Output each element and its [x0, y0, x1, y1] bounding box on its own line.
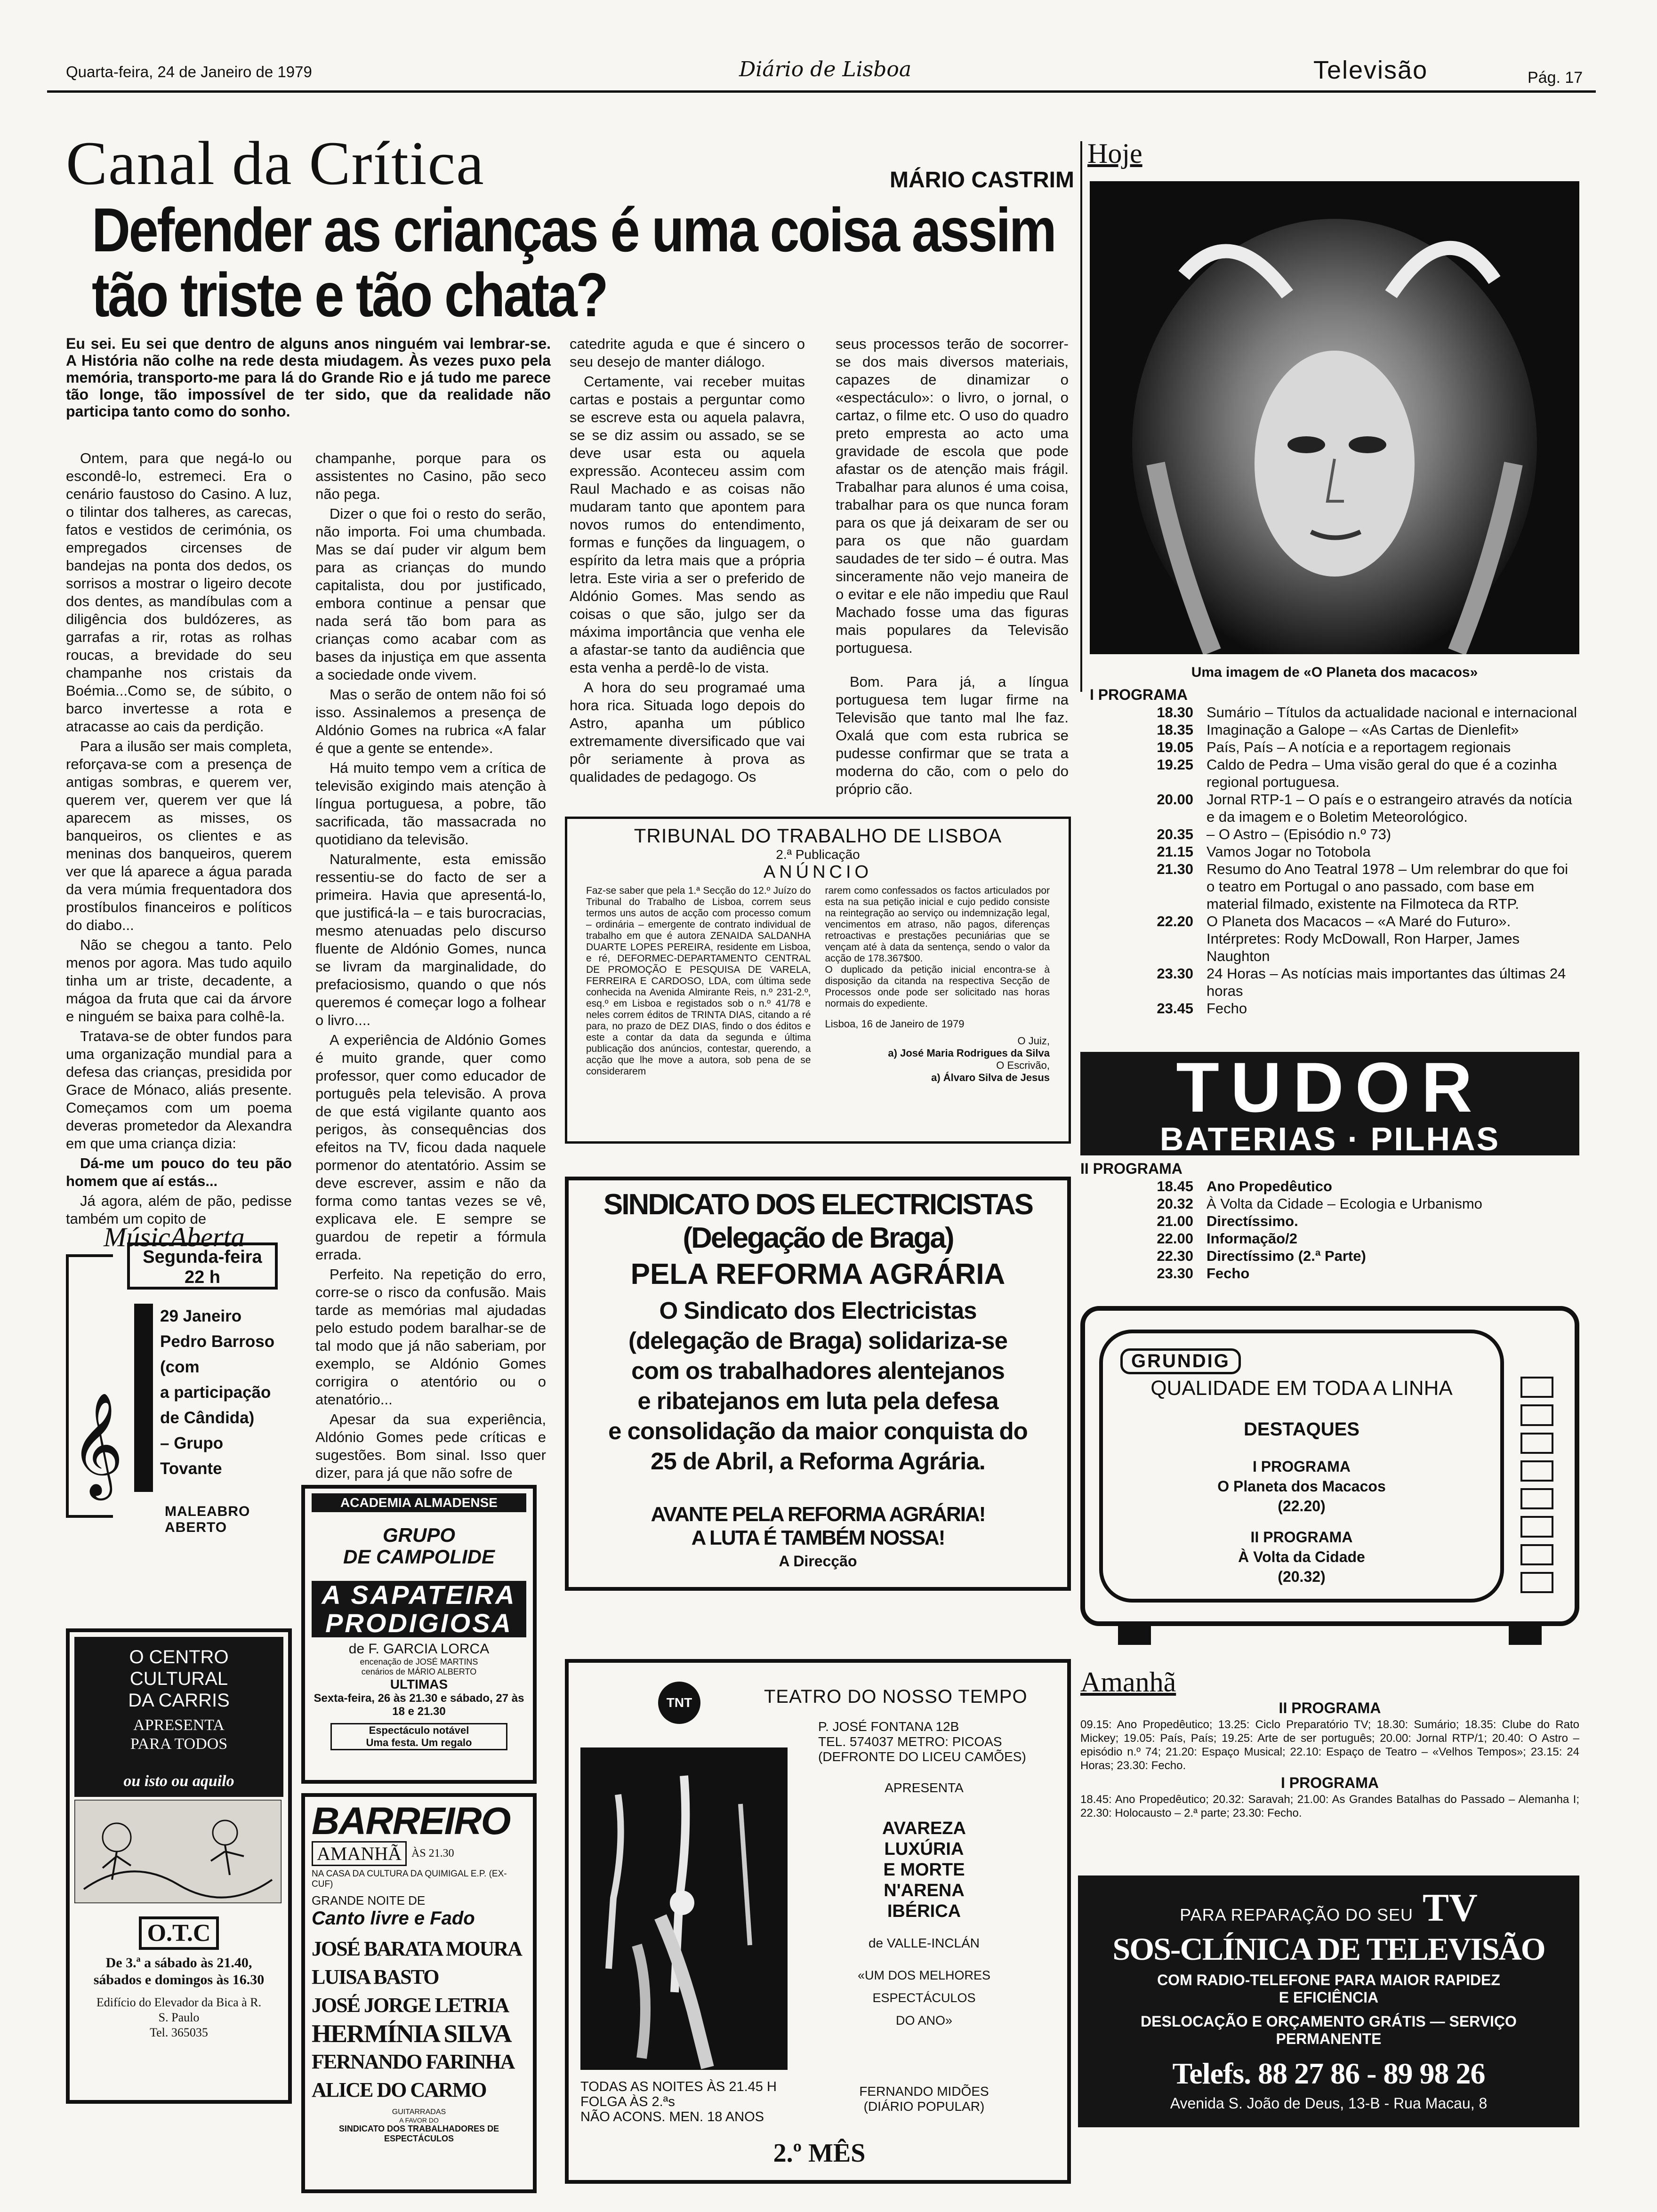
- carris-times: [74, 1955, 283, 1988]
- teatro-play-line: E MORTE: [883, 1860, 965, 1880]
- masthead-paper: Diário de Lisboa: [739, 57, 912, 81]
- hoje-caption: Uma imagem de «O Planeta dos macacos»: [1191, 665, 1478, 680]
- teatro-quote-line: «UM DOS MELHORES: [857, 1968, 991, 1982]
- article-col3: [570, 335, 805, 788]
- paragraph: Para a ilusão ser mais completa, reforçava-se com a presença de antigas sombras, e querem ver, querem ver, querem ver que lá aparecem as misses, os banqueiros, os clientes e as meninas dos banqueiros, querem ver que lá aparece a água parada da vera múmia frequentadora dos prostíbulos financeiros e políticos do diabo...: [66, 738, 292, 933]
- amanha-p1-text: 18.45: Ano Propedêutico; 20.32: Saravah; 21.00: As Grandes Batalhas do Passado – Alemanha I; 22.30: Holocausto – 2.ª parte; 23.30: Fecho.: [1080, 1793, 1579, 1819]
- academia-fest: Uma festa. Um regalo: [366, 1737, 472, 1748]
- program-time: 23.45: [1157, 1000, 1193, 1017]
- paragraph: Perfeito. Na repetição do erro, corre-se o risco da confusão. Mais tarde as memórias mal ajudadas pelo estudo podem baralhar-se de tal modo que já não saberiam, por exemplo, se Aldónio Gomes corrigira o atentório ou o atenatório...: [315, 1266, 546, 1408]
- carris-times-line: De 3.ª a sábado às 21.40,: [105, 1955, 252, 1971]
- program-desc: Informação/2: [1207, 1230, 1297, 1247]
- carris-illustration: [74, 1800, 282, 1903]
- carris-title-line: O CENTRO: [129, 1647, 229, 1667]
- program-time: 22.30: [1157, 1248, 1193, 1264]
- paragraph: Mas o serão de ontem não foi só isso. Assinalemos a presença de Aldónio Gomes na rubrica «A falar é que a gente se entende».: [315, 686, 546, 756]
- teatro-play-line: AVAREZA: [882, 1819, 966, 1838]
- teatro-addr-line: (DEFRONTE DO LICEU CAMÕES): [818, 1749, 1026, 1764]
- teatro-addr: [818, 1719, 1026, 1764]
- program-time: 23.30: [1157, 965, 1193, 982]
- program-row: [1080, 1212, 1579, 1230]
- tv-button: [1520, 1516, 1553, 1537]
- musica-line: Tovante: [160, 1459, 222, 1478]
- headline-line2: tão triste e tão chata?: [92, 260, 607, 329]
- grundig-p1-label: I PROGRAMA: [1253, 1458, 1351, 1475]
- paragraph: Bom. Para já, a língua portuguesa tem lugar firme na Televisão que tanto mal lhe faz. Oxalá que com esta rubrica se pudesse confirmar que se trata a moderna do cão, com o pelo do próprio cão.: [836, 673, 1069, 797]
- sos-ad: [1078, 1875, 1579, 2127]
- tribunal-date: Lisboa, 16 de Janeiro de 1979: [825, 1018, 965, 1030]
- tribunal-notice: [565, 817, 1071, 1144]
- tnt-logo: [658, 1682, 700, 1724]
- teatro-critic: [818, 2084, 1030, 2114]
- tv-button: [1520, 1377, 1553, 1398]
- carris-presents-line: PARA TODOS: [130, 1735, 228, 1753]
- musica-line: a participação: [160, 1383, 271, 1402]
- masthead-date: Quarta-feira, 24 de Janeiro de 1979: [66, 63, 312, 80]
- program-time: 18.45: [1157, 1178, 1193, 1194]
- sos-l1: COM RADIO-TELEFONE PARA MAIOR RAPIDEZ: [1157, 1972, 1500, 1988]
- article-author: MÁRIO CASTRIM: [890, 168, 1074, 192]
- teatro-sched-line: NÃO ACONS. MEN. 18 ANOS: [580, 2109, 764, 2124]
- academia-top: ACADEMIA ALMADENSE: [312, 1493, 526, 1512]
- program-time: 20.35: [1157, 826, 1193, 842]
- article-col4: [836, 335, 1069, 800]
- teatro-quote: [818, 1964, 1030, 2032]
- program-row: [1080, 1265, 1579, 1282]
- tribunal-sign: [825, 1035, 1050, 1084]
- paragraph: catedrite aguda e que é sincero o seu desejo de manter diálogo.: [570, 336, 805, 370]
- academia-play-line: A SAPATEIRA: [322, 1580, 516, 1610]
- article-lead: Eu sei. Eu sei que dentro de alguns anos ninguém vai lembrar-se. A História não colhe na rede desta miudagem. Às vezes puxo pela memória, transporto-me para lá do Grande Rio e já tudo me parece tão longe, tão impossível de ter sido, que da realidade não participa tanto como do sonho.: [66, 335, 551, 420]
- carris-addr: [74, 1995, 283, 2040]
- paragraph: Apesar da sua experiência, Aldónio Gomes pede críticas e sugestões. Bom sinal. Isso quer dizer, para já que não sofre de: [315, 1411, 546, 1481]
- sos-top: PARA REPARAÇÃO DO SEU: [1180, 1905, 1414, 1924]
- tv-button: [1520, 1544, 1553, 1565]
- tribunal-title: TRIBUNAL DO TRABALHO DE LISBOA: [634, 825, 1002, 847]
- musica-day: Segunda-feira: [143, 1247, 262, 1267]
- program-desc: Caldo de Pedra – Uma visão geral do que é a cozinha regional portuguesa.: [1207, 756, 1557, 790]
- amanha-block: [1080, 1701, 1579, 1820]
- tv-button: [1520, 1488, 1553, 1509]
- carris-otc: O.T.C: [139, 1916, 219, 1950]
- paragraph: Certamente, vai receber muitas cartas e postais a perguntar como se escreve esta ou aquela palavra, se se diz assim ou assado, se se deve usar esta ou aquela expressão. Aconteceu assim com Raul Machado e as coisas não mudaram tanto que apontem para novos rumos do entendimento, formas e funções da linguagem, o espírito da letra mais que a própria letra. Este viria a ser o preferido de Aldónio Gomes. Mas sendo as coisas o que são, julgo ser da máxima importância que venha ele a afastar-se tanto da audiência que esta venha a perdê-lo de vista.: [570, 373, 805, 676]
- program-row: [1090, 756, 1579, 791]
- program-time: 19.25: [1157, 756, 1193, 773]
- program-desc: Fecho: [1207, 1000, 1247, 1017]
- amanha-p2-text: 09.15: Ano Propedêutico; 13.25: Ciclo Preparatório TV; 18.30: Sumário; 18.35: Clube do Rato Mickey; 19.05: País, País; 19.25: Arte de ser português; 20.00: Jornal RTP/1; 20.40: O Astro – episódio n.º 74; 21.20: Espaço Musical; 22.10: Espaço de Teatro – «Velhos Tempos»; 23.15: 24 Horas; 23.30: Fecho.: [1080, 1718, 1579, 1772]
- academia-play-line: PRODIGIOSA: [325, 1608, 513, 1638]
- carris-presents: [79, 1716, 279, 1754]
- sos-addr: Avenida S. João de Deus, 13-B - Rua Macau, 8: [1170, 2095, 1488, 2112]
- academia-author: de F. GARCIA LORCA: [348, 1641, 490, 1657]
- teatro-critic-line: FERNANDO MIDÕES: [859, 2084, 989, 2099]
- program-row: [1090, 913, 1579, 965]
- program-desc: Imaginação a Galope – «As Cartas de Dienlefit»: [1207, 721, 1519, 738]
- tnt-logo-text: TNT: [666, 1695, 692, 1710]
- carris-presents-line: APRESENTA: [133, 1716, 225, 1734]
- carris-addr-line: S. Paulo: [158, 2011, 200, 2024]
- program-desc: Ano Propedêutico: [1207, 1178, 1332, 1194]
- teatro-sched: [580, 2079, 777, 2124]
- grundig-p2-time: (20.32): [1278, 1568, 1326, 1585]
- grundig-p2-show: À Volta da Cidade: [1238, 1548, 1365, 1565]
- tribunal-kind: ANÚNCIO: [763, 862, 873, 882]
- program-desc: À Volta da Cidade – Ecologia e Urbanismo: [1207, 1195, 1482, 1212]
- paragraph: Dá-me um pouco do teu pão homem que aí estás...: [66, 1155, 292, 1189]
- musica-line: (com: [160, 1358, 200, 1376]
- grundig-p2-label: II PROGRAMA: [1250, 1529, 1353, 1546]
- tv-foot-right: [1509, 1626, 1542, 1645]
- sindicato-body-line: e ribatejanos em luta pela defesa: [637, 1387, 998, 1414]
- tribunal-sign3: O Escrivão,: [996, 1059, 1050, 1071]
- program-row: [1090, 721, 1579, 738]
- paragraph: A hora do seu programaé uma hora rica. Situada logo depois do Astro, apanha um público extremamente diversificado que vai pôr seriamente à prova as qualidades de pedagogo. Os: [570, 679, 805, 785]
- treble-clef-icon: 𝄞: [71, 1395, 124, 1494]
- grundig-p1: [1099, 1457, 1504, 1516]
- program-row: [1090, 738, 1579, 756]
- program-row: [1090, 791, 1579, 825]
- article-col1: [66, 449, 292, 1230]
- sindicato-body-line: e consolidação da maior conquista do: [608, 1418, 1028, 1444]
- program-time: 22.00: [1157, 1230, 1193, 1247]
- paragraph: Naturalmente, esta emissão ressentiu-se do facto de ser a primeira. Havia que apresentá-lo, que justificá-la – e tais burocracias, mesmo atenuadas pelo discurso fluente de Aldónio Gomes, nunca se livram da marginalidade, do prefaciosismo, quando o que nós queremos é começar logo a folhear o livro....: [315, 851, 546, 1028]
- program-time: 23.30: [1157, 1265, 1193, 1282]
- program-time: 20.00: [1157, 791, 1193, 808]
- program-desc: Jornal RTP-1 – O país e o estrangeiro através da notícia e da imagem e o Boletim Meteorológico.: [1207, 791, 1572, 825]
- program-desc: – O Astro – (Episódio n.º 73): [1207, 826, 1392, 842]
- sindicato-ad: [565, 1177, 1071, 1591]
- sindicato-l2: (Delegação de Braga): [683, 1222, 953, 1254]
- barreiro-time: ÀS 21.30: [411, 1847, 454, 1859]
- barreiro-union: SINDICATO DOS TRABALHADORES DE ESPECTÁCULOS: [338, 2124, 499, 2143]
- hoje-p1-heading: I PROGRAMA: [1090, 686, 1188, 703]
- teatro-title: TEATRO DO NOSSO TEMPO: [764, 1686, 1028, 1707]
- grundig-p1-time: (22.20): [1278, 1498, 1326, 1515]
- academia-group-line: GRUPO: [382, 1524, 455, 1546]
- rubric-title: Canal da Crítica: [66, 128, 485, 198]
- sindicato-sign: A Direcção: [779, 1553, 857, 1570]
- carris-times-line: sábados e domingos às 16.30: [93, 1972, 265, 1988]
- hoje-title: Hoje: [1087, 138, 1142, 169]
- tribunal-sign1: O Juiz,: [1017, 1035, 1050, 1047]
- program-row: [1090, 825, 1579, 843]
- program-time: 21.30: [1157, 861, 1193, 877]
- program-row: [1090, 860, 1579, 913]
- teatro-play-line: IBÉRICA: [887, 1901, 961, 1921]
- barreiro-artist: JOSÉ BARATA MOURA: [312, 1937, 522, 1960]
- academia-group: [312, 1524, 526, 1568]
- sindicato-body-line: 25 de Abril, a Reforma Agrária.: [651, 1448, 985, 1475]
- grundig-slogan: QUALIDADE EM TODA A LINHA: [1150, 1377, 1453, 1400]
- sindicato-body-line: O Sindicato dos Electricistas: [659, 1297, 977, 1324]
- barreiro-artist: LUISA BASTO: [312, 1965, 439, 1988]
- amanha-p2: II PROGRAMA: [1279, 1699, 1381, 1716]
- amanha-title: Amanhã: [1080, 1667, 1176, 1698]
- paragraph: Não se chegou a tanto. Pelo menos por agora. Mas tudo aquilo tinha um ar triste, decadente, a mágoa da fruta que cai da árvore e ninguém se baixa para colhê-la.: [66, 937, 292, 1025]
- teatro-author: de VALLE-INCLÁN: [868, 1936, 980, 1950]
- barreiro-artists: [312, 1935, 526, 2104]
- teatro-quote-line: DO ANO»: [895, 2013, 953, 2028]
- barreiro-venue: NA CASA DA CULTURA DA QUIMIGAL E.P. (EX-CUF): [312, 1869, 507, 1889]
- hoje-p2-heading: II PROGRAMA: [1080, 1160, 1182, 1177]
- program-row: [1080, 1247, 1579, 1265]
- teatro-presents: APRESENTA: [885, 1780, 964, 1795]
- carris-ad: [66, 1628, 292, 2104]
- academia-enc: encenação de JOSÉ MARTINS: [360, 1657, 478, 1667]
- academia-group-line: DE CAMPOLIDE: [343, 1546, 495, 1568]
- grundig-p2: [1099, 1527, 1504, 1587]
- tudor-brand: TUDOR: [1176, 1048, 1484, 1127]
- program-time: 18.30: [1157, 704, 1193, 721]
- barreiro-guit: GUITARRADAS: [392, 2108, 446, 2116]
- musica-venue: MALEABRO ABERTO: [165, 1504, 250, 1535]
- tv-controls: [1520, 1377, 1553, 1593]
- sindicato-body-line: (delegação de Braga) solidariza-se: [628, 1327, 1007, 1354]
- paragraph: champanhe, porque para os assistentes no Casino, pão seco não pega.: [315, 450, 546, 502]
- paragraph: Tratava-se de obter fundos para uma organização mundial para a defesa das crianças, presidida por Grace de Mónaco, aliás presente. Começamos com um poema deveras prometedor da Alexandra em que uma criança dizia:: [66, 1028, 292, 1152]
- program-time: 22.20: [1157, 913, 1193, 930]
- barreiro-tomorrow: AMANHÃ: [312, 1841, 407, 1866]
- grundig-ad: [1080, 1306, 1579, 1650]
- carris-title-line: DA CARRIS: [128, 1690, 230, 1711]
- musica-logo: MúsicAberta: [104, 1222, 245, 1252]
- sos-l2: E EFICIÊNCIA: [1279, 1989, 1379, 2006]
- barreiro-artist: JOSÉ JORGE LETRIA: [312, 1994, 509, 2017]
- teatro-month: 2.º MÊS: [773, 2139, 866, 2168]
- sos-tv: TV: [1423, 1886, 1478, 1930]
- masthead-rule: [47, 90, 1596, 93]
- paragraph: Há muito tempo vem a crítica de televisão exigindo mais atenção à língua portuguesa, a pobre, tão sacrificada, tão massacrada no quotidiano da televisão.: [315, 760, 546, 848]
- carris-play: ou isto ou aquilo: [123, 1772, 234, 1790]
- headline-line1: Defender as crianças é uma coisa assim: [92, 195, 1055, 264]
- sos-l3: DESLOCAÇÃO E ORÇAMENTO GRÁTIS — SERVIÇO: [1141, 2013, 1517, 2030]
- program-row: [1080, 1195, 1579, 1212]
- masthead-page: Pág. 17: [1528, 69, 1583, 87]
- program-desc: Sumário – Títulos da actualidade nacional e internacional: [1207, 704, 1577, 721]
- paragraph: A experiência de Aldónio Gomes é muito grande, quer como professor, quer como educador de português pela televisão. A prova de que está vigilante quanto aos perigos, às consequências dos efeitos na TV, ficou dada naquele pormenor do atentatório. Assim se deve escrever, assim e não da forma como tantas vezes se vê, explicava ele. E sempre se guardou de repetir a fórmula errada.: [315, 1032, 546, 1263]
- program-desc: 24 Horas – As notícias mais importantes das últimas 24 horas: [1207, 965, 1566, 999]
- barreiro-artist: ALICE DO CARMO: [312, 2078, 486, 2101]
- academia-quotes: [330, 1723, 507, 1750]
- right-col-rule: [1080, 141, 1082, 692]
- barreiro-favor: A FAVOR DO: [399, 2116, 439, 2124]
- sos-title: SOS-CLÍNICA DE TELEVISÃO: [1112, 1931, 1545, 1967]
- academia-last: ULTIMAS: [390, 1677, 448, 1691]
- musica-lines: [160, 1304, 282, 1482]
- carris-header: [74, 1637, 283, 1797]
- musica-line: 29 Janeiro: [160, 1307, 242, 1325]
- barreiro-grande: GRANDE NOITE DE: [312, 1893, 426, 1907]
- tv-button: [1520, 1572, 1553, 1593]
- program-time: 21.00: [1157, 1213, 1193, 1229]
- teatro-critic-line: (DIÁRIO POPULAR): [863, 2099, 985, 2114]
- program-row: [1080, 1230, 1579, 1247]
- musica-line: de Cândida): [160, 1409, 255, 1427]
- tribunal-sign2: a) José Maria Rodrigues da Silva: [888, 1047, 1050, 1059]
- paragraph: Já agora, além de pão, pedisse também um copito de: [66, 1193, 292, 1227]
- carris-tel: Tel. 365035: [150, 2026, 208, 2039]
- program-row: [1090, 843, 1579, 860]
- hoje-program1: [1090, 686, 1579, 1017]
- program-row: [1090, 1000, 1579, 1017]
- sindicato-body-line: com os trabalhadores alentejanos: [631, 1357, 1005, 1384]
- tribunal-right: rarem como confessados os factos articulados por esta na sua petição inicial e cujo pedido consiste na reintegração ao serviço ou indemnização legal, vencimentos em atraso, não pagos, diferenças retroactivas e prestações pecuniárias que se vençam até à data da sentença, sendo o valor da acção de 178.367$00. O duplicado da petição inicial encontra-se à disposição da citanda na respectiva Secção de Processos onde pode ser solicitado nas horas normais do expediente.: [825, 885, 1050, 1009]
- barreiro-ad: [301, 1793, 537, 2193]
- academia-dates: Sexta-feira, 26 às 21.30 e sábado, 27 às 18 e 21.30: [314, 1692, 524, 1718]
- tudor-sub: BATERIAS · PILHAS: [1159, 1121, 1500, 1157]
- musica-aberta-ad: [66, 1221, 282, 1574]
- barreiro-city: BARREIRO: [312, 1800, 510, 1843]
- teatro-ad: [565, 1659, 1071, 2184]
- program-desc: Resumo do Ano Teatral 1978 – Um relembrar do que foi o teatro em Portugal o ano passado, com base em material filmado, existente na Filmoteca da RTP.: [1207, 861, 1568, 912]
- program-time: 19.05: [1157, 739, 1193, 755]
- sindicato-slogan1: AVANTE PELA REFORMA AGRÁRIA!: [651, 1503, 985, 1526]
- musica-line: Pedro Barroso: [160, 1332, 275, 1351]
- program-desc: Directíssimo (2.ª Parte): [1207, 1248, 1366, 1264]
- tv-foot-left: [1118, 1626, 1151, 1645]
- sindicato-body: [578, 1296, 1058, 1476]
- program-time: 20.32: [1157, 1195, 1193, 1212]
- headline: [92, 195, 1055, 329]
- sos-phones: Telefs. 88 27 86 - 89 98 26: [1172, 2057, 1485, 2090]
- musica-line: – Grupo: [160, 1434, 224, 1452]
- article-col2: [315, 449, 546, 1484]
- teatro-addr-line: TEL. 574037 METRO: PICOAS: [818, 1734, 1002, 1749]
- barreiro-show: Canto livre e Fado: [312, 1908, 475, 1929]
- hoje-program2: [1080, 1160, 1579, 1282]
- program-row: [1080, 1178, 1579, 1195]
- teatro-addr-line: P. JOSÉ FONTANA 12B: [818, 1719, 959, 1734]
- grundig-destaques: DESTAQUES: [1244, 1419, 1359, 1440]
- program-desc: Fecho: [1207, 1265, 1250, 1282]
- tv-button: [1520, 1460, 1553, 1482]
- tv-button: [1520, 1433, 1553, 1454]
- tribunal-sign4: a) Álvaro Silva de Jesus: [931, 1072, 1050, 1083]
- carris-title: [79, 1646, 279, 1711]
- planeta-macacos-photo: [1090, 181, 1579, 654]
- program-row: [1090, 704, 1579, 721]
- carris-title-line: CULTURAL: [129, 1668, 228, 1689]
- musica-bar: [134, 1304, 153, 1492]
- amanha-p1: I PROGRAMA: [1281, 1774, 1379, 1791]
- teatro-play: [818, 1818, 1030, 1922]
- tribunal-left: Faz-se saber que pela 1.ª Secção do 12.º Juízo do Tribunal do Trabalho de Lisboa, correm seus termos uns autos de acção com processo comum – ordinária – emergente de contrato individual de trabalho em que é autora ZENAIDA SALDANHA DUARTE LOPES PEREIRA, residente em Lisboa, e ré, DEFORMEC-DEPARTAMENTO CENTRAL DE PROMOÇÃO E PESQUISA DE VARELA, FERREIRA E CARDOSO, LDA, com última sede conhecida na Avenida Almirante Reis, n.º 231-2.º, esq.º em Lisboa e registados sob o n.º 41/78 e neles correm éditos de TRINTA DIAS, citando a ré para, no prazo de DEZ DIAS, findo o dos éditos e este a contar da data da segunda e última publicação dos anúncios, contestar, querendo, a acção que lhe move a autora, sob pena de se considerarem: [586, 885, 811, 1077]
- sindicato-l1: SINDICATO DOS ELECTRICISTAS: [603, 1188, 1033, 1221]
- grundig-p1-show: O Planeta dos Macacos: [1217, 1478, 1386, 1495]
- academia-ad: [301, 1485, 537, 1784]
- teatro-quote-line: ESPECTÁCULOS: [872, 1991, 976, 2005]
- program-time: 18.35: [1157, 721, 1193, 738]
- tv-button: [1520, 1404, 1553, 1426]
- program-desc: País, País – A notícia e a reportagem regionais: [1207, 739, 1511, 755]
- teatro-sched-line: FOLGA ÀS 2.ªs: [580, 2094, 675, 2109]
- academia-spect: Espectáculo notável: [369, 1724, 469, 1736]
- musica-hour: 22 h: [184, 1267, 221, 1287]
- sos-l4: PERMANENTE: [1276, 2030, 1382, 2047]
- paragraph: Dizer o que foi o resto do serão, não importa. Foi uma chumbada. Mas se daí puder vir algum bem para as crianças do mundo capitalista, dou por justificado, embora continue a pensar que nada será tão bom para as crianças como acabar com as bases da injustiça em que assenta a sociedade onde vivem.: [315, 505, 546, 683]
- academia-cen: cenários de MÁRIO ALBERTO: [361, 1667, 477, 1676]
- program-desc: O Planeta dos Macacos – «A Maré do Futuro». Intérpretes: Rody McDowall, Ron Harper, James Naughton: [1207, 913, 1520, 964]
- tribunal-sub: 2.ª Publicação: [776, 847, 860, 862]
- barreiro-artist: HERMÍNIA SILVA: [312, 2020, 511, 2048]
- grundig-brand: GRUNDIG: [1120, 1348, 1241, 1374]
- barreiro-artist: FERNANDO FARINHA: [312, 2050, 515, 2073]
- carris-addr-line: Edifício do Elevador da Bica à R.: [96, 1996, 262, 2009]
- program-desc: Vamos Jogar no Totobola: [1207, 843, 1371, 860]
- program-row: [1090, 965, 1579, 1000]
- program-time: 21.15: [1157, 843, 1193, 860]
- teatro-play-line: N'ARENA: [884, 1881, 965, 1900]
- musica-date-box: [127, 1242, 278, 1290]
- academia-play: [312, 1581, 526, 1637]
- teatro-play-line: LUXÚRIA: [884, 1839, 964, 1859]
- sindicato-slogan2: A LUTA É TAMBÉM NOSSA!: [691, 1526, 945, 1549]
- tudor-ad: [1080, 1048, 1579, 1157]
- program-desc: Directíssimo.: [1207, 1213, 1298, 1229]
- teatro-photo: [580, 1747, 788, 2070]
- paragraph: Ontem, para que negá-lo ou escondê-lo, estremeci. Era o cenário faustoso do Casino. A luz, o tilintar dos talheres, as carecas, fatos e vestidos de cerimónia, os empregados circenses de bandejas na ponta dos dedos, os sorrisos a mostrar o ligeiro decote dos dentes, as mandíbulas com a diligência dos buldózeres, as garrafas a rir, rotas as rolhas roucas, a brevidade do seu champanhe nos cristais da Boémia...Como se, de súbito, o barco invertesse a rota e atracasse ao cais da perdição.: [66, 450, 292, 735]
- sindicato-l3: PELA REFORMA AGRÁRIA: [630, 1258, 1005, 1290]
- paragraph: seus processos terão de socorrer-se dos mais diversos materiais, capazes de dinamizar o «espectáculo»: o livro, o jornal, o cartaz, o filme etc. O uso do quadro preto empresta ao acto uma gravidade de escola que pode afastar os de atenção mais frágil. Trabalhar para alunos é uma coisa, trabalhar para os que nunca foram para os que já deixaram de ser ou para os que não guardam saudades de ter sido – é outra. Mas sinceramente não vejo maneira de o evitar e ele não impediu que Raul Machado fosse uma das figuras mais populares da Televisão portuguesa.: [836, 336, 1069, 656]
- masthead-section: Televisão: [1313, 56, 1428, 84]
- teatro-sched-line: TODAS AS NOITES ÀS 21.45 H: [580, 2079, 777, 2094]
